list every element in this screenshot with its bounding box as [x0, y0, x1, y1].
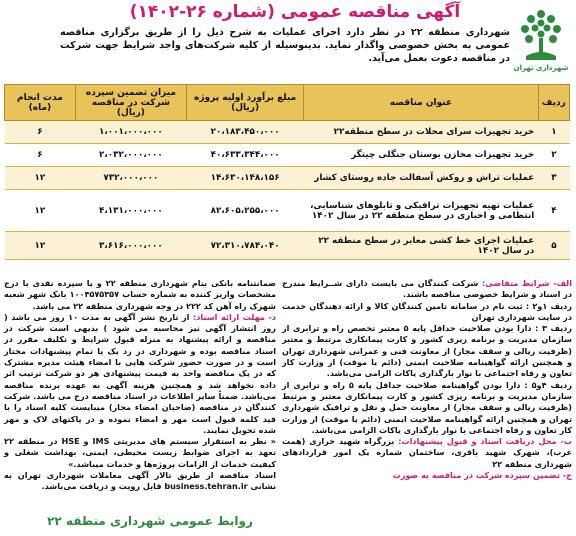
documents-location: [282, 436, 572, 470]
row-title: عملیات تهیه تجهیزات ترافیکی و تابلوهای شناسایی، انتظامی و اخباری در سطح منطقه ۲۲ در سال ۱۴۰۲: [304, 190, 539, 232]
row-title: خرید تجهیزات سرای محلات در سطح منطقه۲۲: [304, 121, 539, 144]
conditions-column: [282, 278, 572, 510]
row-bond: ۳،۶۱۶،۰۰۰،۰۰۰: [75, 232, 186, 260]
deadline-heading: د- مهلت ارائه اسناد:: [192, 311, 276, 322]
table-row: [5, 167, 570, 190]
row-duration: ۱۲: [5, 190, 76, 232]
row-duration: ۱۲: [5, 167, 76, 190]
row45-label: ردیف ۴و۵ :: [524, 379, 572, 390]
notice-body: [4, 278, 572, 510]
table-row: [5, 232, 570, 260]
row12-label: ردیف ۱و۲ :: [525, 300, 572, 311]
public-relations-footer: روابط عمومی شهرداری منطقه ۲۲: [47, 514, 253, 528]
row-title: عملیات اجرای خط کشی معابر در سطح منطقه ۲۲ در سال ۱۴۰۲: [304, 232, 539, 260]
notice-title: آگهی مناقصه عمومی (شماره ۲۶-۱۴۰۲): [129, 2, 461, 22]
row-no: ۵: [538, 232, 569, 260]
header-bond: میزان تضمین سپرده شرکت در مناقصه (ریال): [75, 85, 186, 121]
row-bond: ۲،۰۳۲،۰۰۰،۰۰۰: [75, 144, 186, 167]
header-title: عنوان مناقصه: [304, 85, 539, 121]
row-bond: ۴،۱۳۱،۰۰۰،۰۰۰: [75, 190, 186, 232]
bond-text: ضمانتنامه بانکی بنام شهرداری منطقه ۲۲ و یا سپرده نقدی با درج مشخصات واریز کننده به شماره حساب ۱۰۰۴۵۷۵۳۵۷ بانک شهر شعبه شهرک راه آهن کد ۲۲۲ در وجه شهرداری منطقه ۲۲ می باشد.: [4, 278, 276, 311]
municipality-logo-icon: [512, 4, 570, 66]
row3-text: دارا بودن صلاحیت حداقل پایه ۵ معتبر تخصص راه و ترابری از سازمان مدیریت و برنامه ریزی کشور و کارت پیمانکاری مرتبط و معتبر (ظرفیت ریالی و سقف مجاز) از معاونت فنی و عمرانی شهرداری تهران و همچنین ارائه گواهینامه صلاحیت ایمنی (دائم یا موقت) از وزارت کار تعاون و رفاه اجتماعی با نوار بارگذاری یاکات الزامی می‌باشد.: [282, 323, 572, 379]
row-no: ۳: [538, 167, 569, 190]
table-row: [5, 144, 570, 167]
bond-heading: ج- تضمین سپرده شرکت در مناقصه به صورت: [392, 470, 572, 481]
row-bond: ۱،۰۰۱،۰۰۰،۰۰۰: [75, 121, 186, 144]
deadline-section: [4, 312, 276, 436]
row-duration: ۶: [5, 144, 76, 167]
row-budget: ۸۲،۶۰۵،۲۵۵،۰۰۰: [187, 190, 304, 232]
row-title: عملیات تراش و روکش آسفالت جاده روستای کشار: [304, 167, 539, 190]
row-no: ۴: [538, 190, 569, 232]
notice-header: [0, 0, 576, 82]
row-budget: ۲۰،۱۸۳،۴۵۰،۰۰۰: [187, 121, 304, 144]
table-row: [5, 190, 570, 232]
conditions-heading: الف- شرایط متقاضی:: [481, 278, 572, 288]
contact-tail: قابل رویت و دریافت می‌باشد.: [41, 481, 162, 492]
contact-info: [4, 470, 276, 493]
row12-condition: [282, 301, 572, 324]
row45-text: دارا بودن گواهینامه صلاحیت حداقل پایه ۵ راه و ترابری از سازمان مدیریت و برنامه ریزی کشور و کارت پیمانکاری معتبر و مرتبط (ظرفیت ریالی و سقف مجاز) از معاونت حمل و نقل و ترافیک شهرداری تهران و همچنین ارائه گواهینامه صلاحیت ایمنی (دائم یا موقت) از وزارت کار تعاون و رفاه اجتماعی با نوار بارگذاری یاکات الزامی می‌باشد.: [282, 379, 572, 435]
table-header-row: [5, 85, 570, 121]
contact-text: اسناد مناقصه از طریق تالار آگهی معاملات شهرداری تهران به نشانی: [4, 470, 276, 492]
header-no: ردیف: [538, 85, 569, 121]
row12-text: ثبت نام در سامانه تامین کنندگان کالا و ارائه دهندگان خدمت در سایت شهرداری تهران: [282, 300, 572, 322]
tenders-table: [4, 84, 570, 260]
notice-intro: شهرداری منطقه ۲۲ در نظر دارد اجرای عملیات به شرح ذیل را از طریق برگزاری مناقصه عمومی به بخش خصوصی واگذار نماید. بدینوسیله از کلیه شرکت‌های واجد شرایط جهت شرکت در مناقصه دعوت بعمل می‌آید.: [60, 27, 510, 64]
header-budget: مبلغ برآورد اولیه پروژه (ریال): [187, 85, 304, 121]
header-duration: مدت انجام (ماه): [5, 85, 76, 121]
row-budget: ۷۲،۳۱۰،۷۸۴،۰۴۰: [187, 232, 304, 260]
row-no: ۱: [538, 121, 569, 144]
row-title: خرید تجهیزات مخازن بوستان جنگلی چیتگر: [304, 144, 539, 167]
table-row: [5, 121, 570, 144]
logo-caption: شهرداری تهران: [513, 64, 569, 72]
row-duration: ۶: [5, 121, 76, 144]
row-duration: ۱۲: [5, 232, 76, 260]
row-bond: ۷۳۲،۰۰۰،۰۰۰: [75, 167, 186, 190]
row45-condition: [282, 380, 572, 436]
conditions-intro: شرکت کنندگان می بایست دارای شــرایط مندرج در اسناد و شرایط خصوصی مناقصه باشند.: [282, 278, 572, 300]
website-link[interactable]: business.tehran.ir: [164, 481, 248, 492]
documents-location-text: بزرگراه شهید خرازی (همت غرب)، شهرک شهید باقری، ساختمان شماره یک امور قراردادهای شهرداری منطقه ۲۲: [282, 436, 572, 469]
documents-location-heading: ب- محل دریافت اسناد و قبول پیشنهادات:: [398, 436, 572, 447]
row3-label: ردیف ۳ :: [535, 323, 572, 334]
row-budget: ۴۰،۶۳۳،۳۴۴،۰۰۰: [187, 144, 304, 167]
row-no: ۲: [538, 144, 569, 167]
row-budget: ۱۴،۶۳۰،۱۴۸،۱۵۶: [187, 167, 304, 190]
row3-condition: [282, 323, 572, 379]
ims-statement: « نظر به استقرار سیستم های مدیریتی IMS و HSE در منطقه ۲۲ تعهد به اجرای ضوابط زیست محیطی، ایمنی، بهداشت شغلی و کیفیت خدمات از الزامات پروژه‌ها و خدمات میباشد.»: [4, 436, 277, 469]
details-column: [4, 278, 276, 510]
deadline-text: از تاریخ نشر آگهی به مدت ۱۰ روز می باشد ( روز انتشار آگهی نیز محاسبه می شود ) بدیهی است شرکت در مناقصه و ارائه پیشنهاد به منزله قبول شرایط و تکلیف مقرر در اسناد مناقصه بوده و شهرداری در رد یک یا تمام پیشنهادات مختار است و در صورت حضور شرکت هایی با امضاء هیئت مدیره مشترک که در یک مناقصه واحد به قیمت پیشنهادی هر دو شرکت ترتیب اثر داده نخواهد شد و همچنین هزینه آگهی به عهده برنده مناقصه می‌باشد. ضمناً سایر اطلاعات در اسناد مناقصه درج می باشد. شرکت کنندگان در مناقصه (صاحبان امضاء مجاز) میبایست کلیه اسناد را با قید کلمه قبول است مهر و امضاء نموده و در پاکتهای لاک و مهر شده تحویل نمایند.: [4, 311, 276, 435]
